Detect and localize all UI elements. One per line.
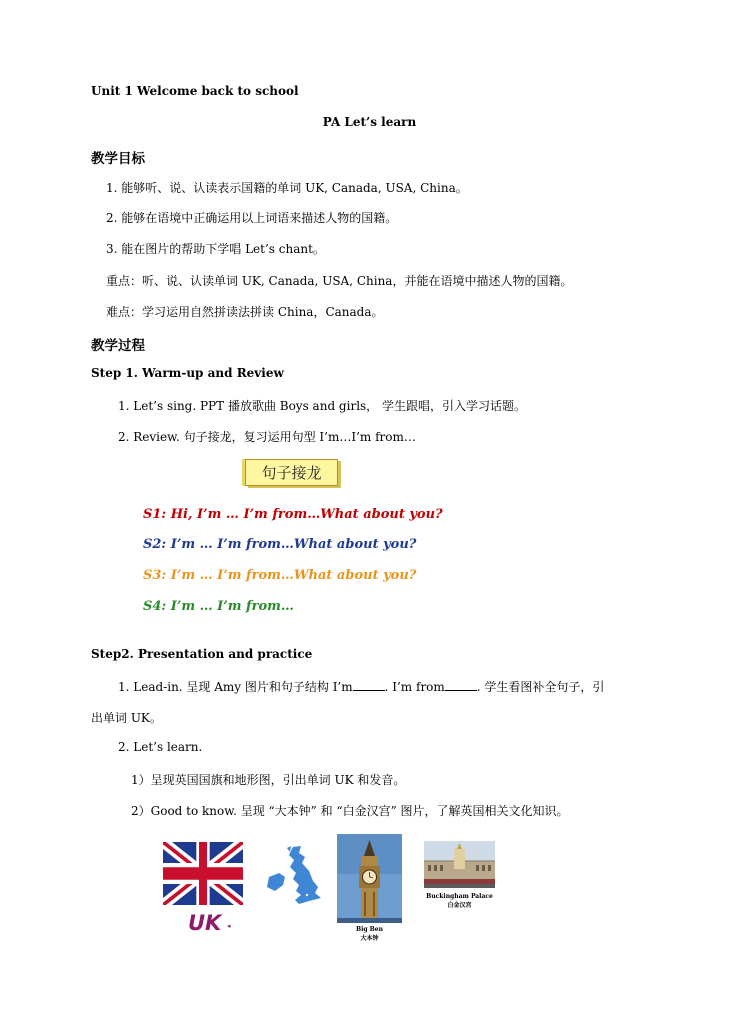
key-point: 重点：听、说、认读单词 UK, Canada, USA, China，并能在语境中描述人物的国籍。	[106, 274, 573, 288]
step2-item-1-continued: 出单词 UK。	[91, 711, 162, 725]
chain-line-s3: S3: I’m … I’m from…What about you?	[143, 568, 417, 583]
step2-item-2: 2. Let’s learn.	[118, 740, 203, 754]
palace-caption-en: Buckingham Palace	[426, 893, 493, 900]
palace-caption-zh: 白金汉宫	[447, 902, 472, 909]
step2-sub-2: 2）Good to know. 呈现 “大本钟” 和 “白金汉宫” 图片，了解英国相关文化知识。	[131, 804, 569, 818]
speaker-icon[interactable]: ◂	[227, 922, 231, 930]
step2-item-1	[118, 678, 604, 695]
scroll-label: 句子接龙	[261, 464, 322, 482]
big-ben-image	[337, 834, 402, 923]
goals-heading: 教学目标	[91, 151, 145, 167]
palace-caption	[424, 893, 495, 909]
lesson-title: PA Let’s learn	[322, 115, 417, 129]
buckingham-palace-image	[424, 841, 495, 888]
difficulty: 难点：学习运用自然拼读法拼读 China，Canada。	[106, 305, 384, 319]
blank-country	[445, 680, 477, 691]
step2-item-1-part-c: . 学生看图补全句子，引	[476, 680, 605, 694]
blank-name	[353, 680, 385, 691]
process-heading: 教学过程	[91, 338, 145, 354]
uk-label: UK	[188, 911, 222, 935]
unit-title: Unit 1 Welcome back to school	[91, 84, 299, 98]
chain-line-s1: S1: Hi, I’m … I’m from…What about you?	[143, 507, 443, 522]
uk-map-image	[263, 843, 325, 907]
goal-item-2: 2. 能够在语境中正确运用以上词语来描述人物的国籍。	[106, 211, 398, 225]
step1-title: Step 1. Warm-up and Review	[91, 366, 284, 380]
step2-sub-1: 1）呈现英国国旗和地形图，引出单词 UK 和发音。	[131, 773, 406, 787]
sentence-chain-scroll	[245, 459, 338, 486]
chain-line-s2: S2: I’m … I’m from…What about you?	[143, 537, 417, 552]
step2-item-1-part-b: . I’m from	[384, 680, 445, 694]
chain-line-s4: S4: I’m … I’m from…	[143, 599, 294, 614]
big-ben-caption-zh: 大本钟	[360, 935, 379, 942]
uk-flag-image	[163, 842, 243, 905]
step1-item-2: 2. Review. 句子接龙，复习运用句型 I’m…I’m from…	[118, 430, 416, 444]
big-ben-caption-en: Big Ben	[356, 926, 383, 933]
step2-item-1-part-a: 1. Lead-in. 呈现 Amy 图片和句子结构 I’m	[118, 680, 353, 694]
step2-title: Step2. Presentation and practice	[91, 647, 313, 661]
big-ben-caption	[337, 926, 402, 942]
step1-item-1: 1. Let’s sing. PPT 播放歌曲 Boys and girls， 学生跟唱，引入学习话题。	[118, 399, 527, 413]
goal-item-1: 1. 能够听、说、认读表示国籍的单词 UK, Canada, USA, China。	[106, 181, 468, 195]
goal-item-3: 3. 能在图片的帮助下学唱 Let’s chant。	[106, 242, 325, 256]
